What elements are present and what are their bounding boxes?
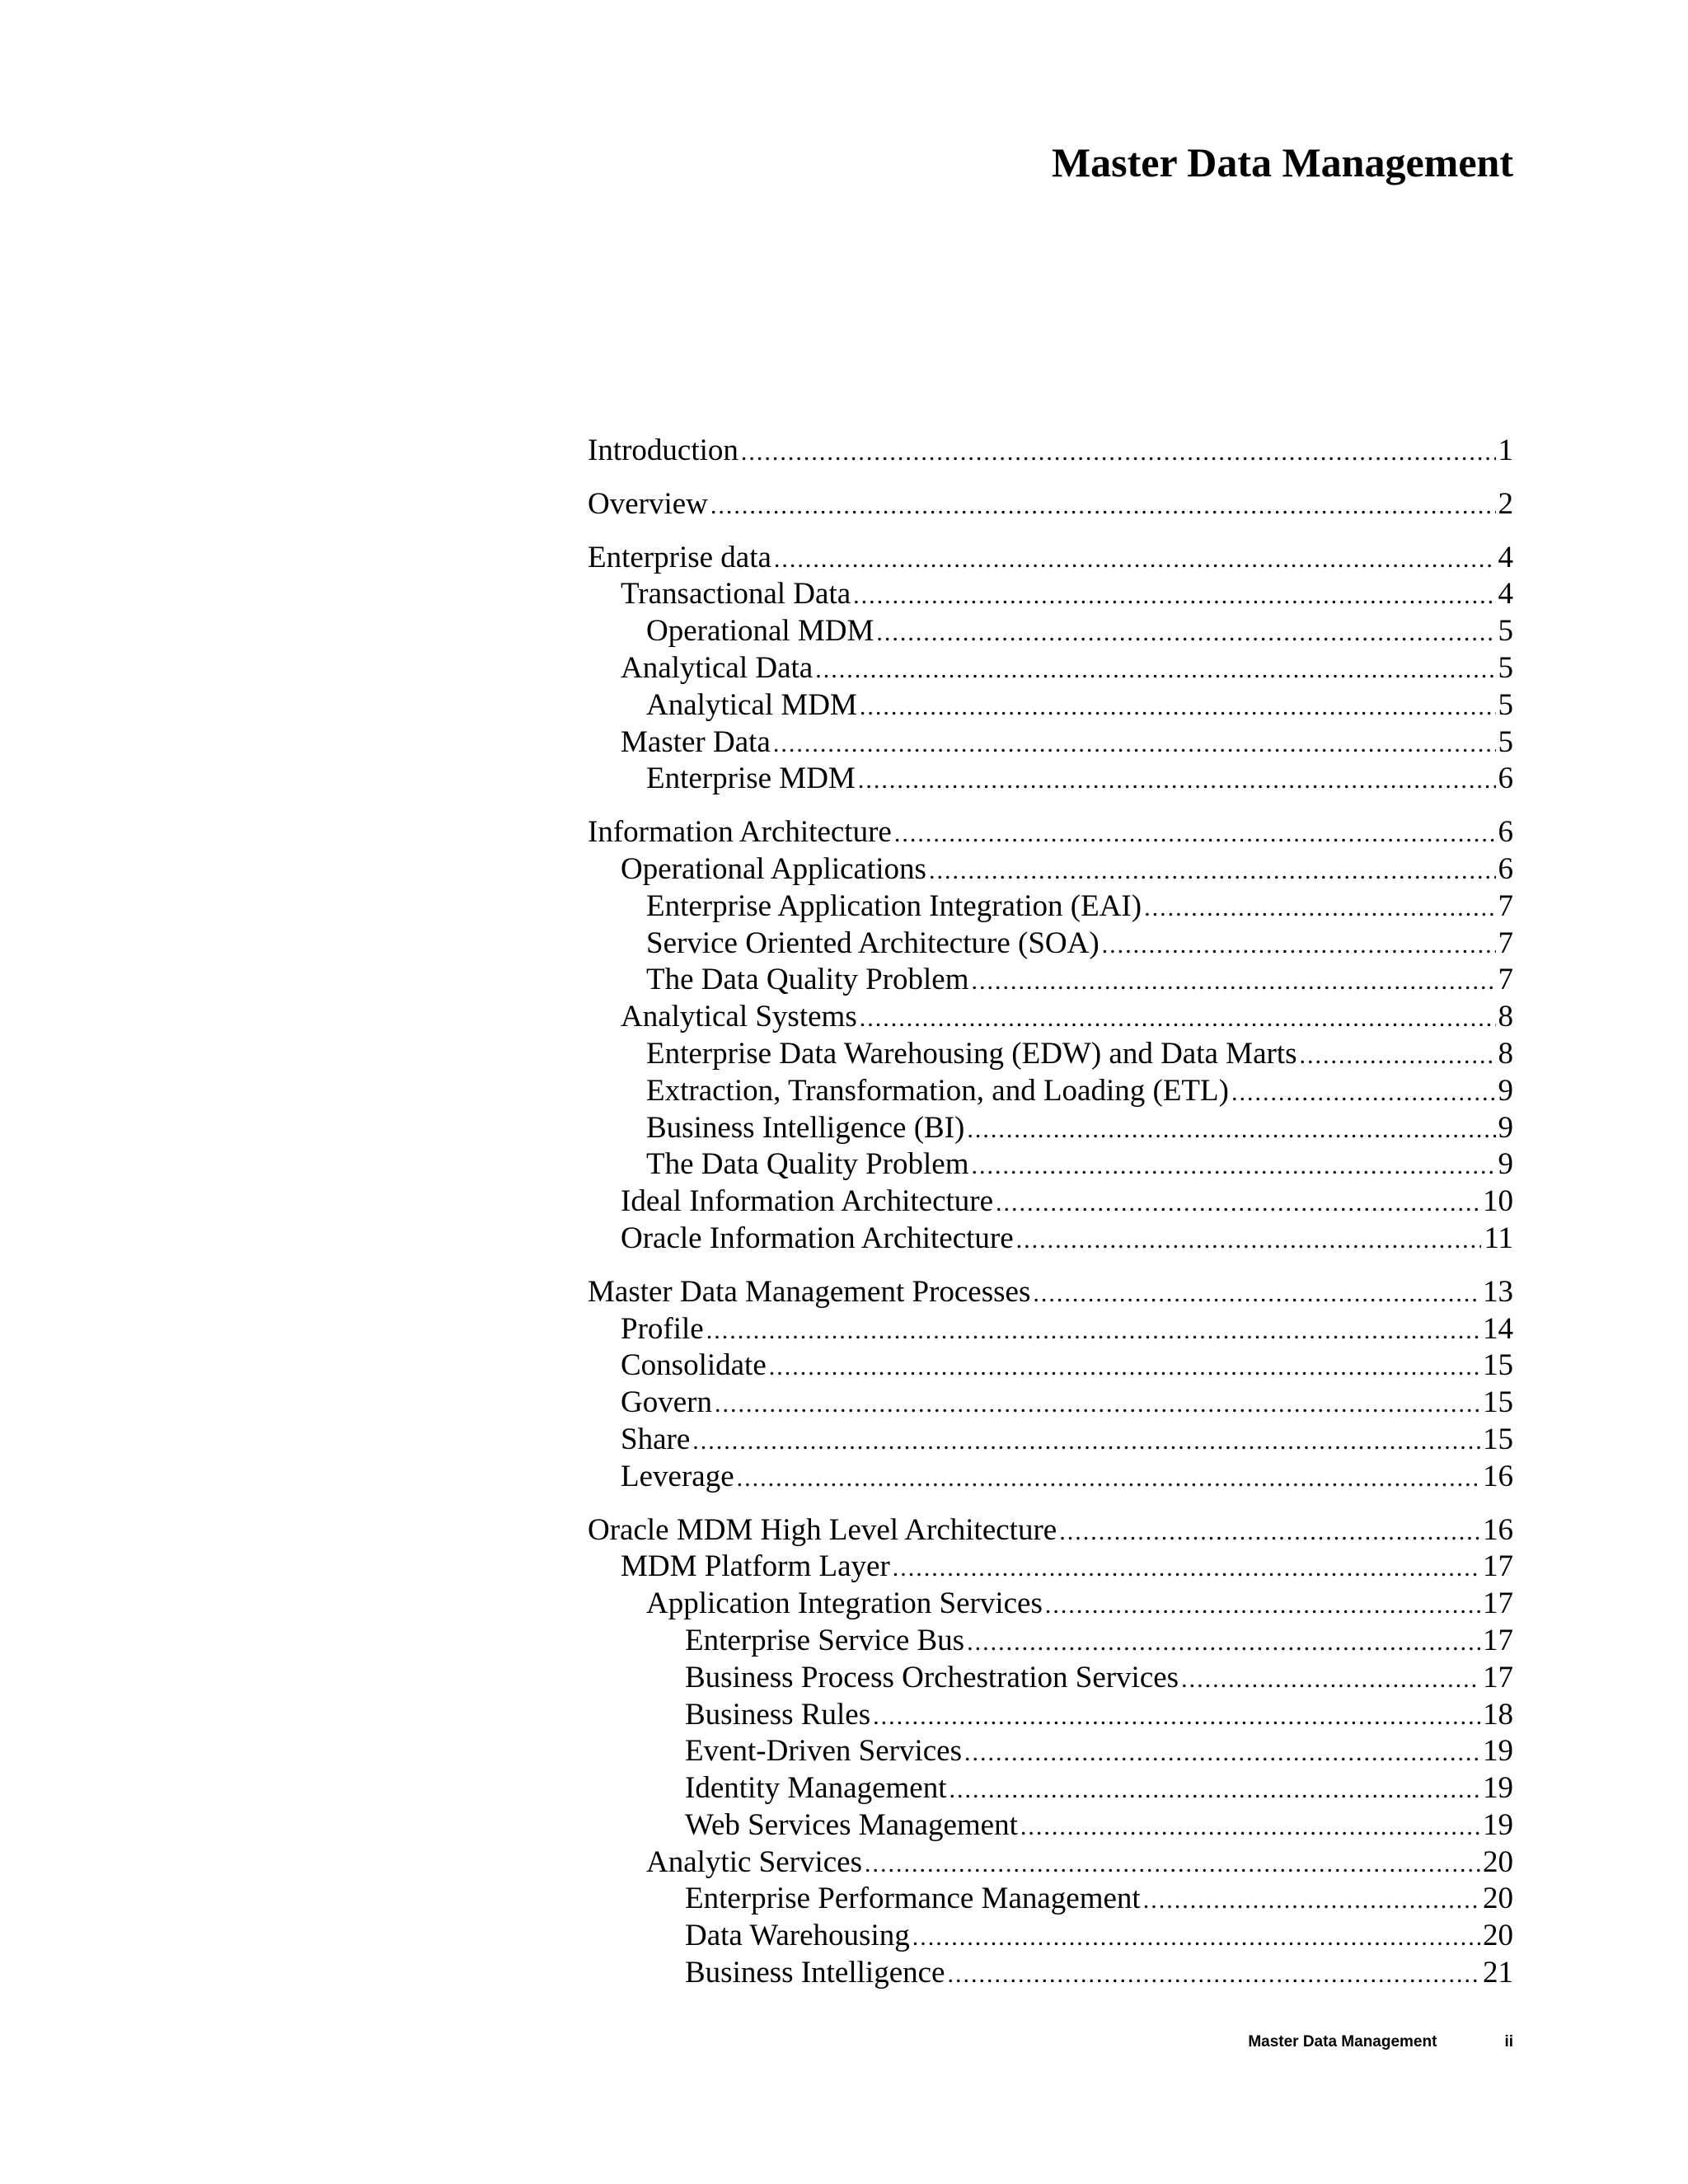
toc-entry[interactable] bbox=[588, 1073, 1513, 1110]
toc-entry-title: Business Intelligence bbox=[685, 1956, 945, 1990]
toc-entry-title: Enterprise Data Warehousing (EDW) and Data Marts bbox=[646, 1036, 1297, 1071]
toc-entry-page-number: 8 bbox=[1498, 1000, 1513, 1034]
toc-entry[interactable] bbox=[588, 433, 1513, 470]
toc-dot-leader bbox=[1102, 927, 1496, 964]
toc-entry[interactable] bbox=[588, 1955, 1513, 1992]
toc-entry-page-number: 16 bbox=[1483, 1459, 1513, 1493]
toc-entry[interactable] bbox=[588, 1918, 1513, 1955]
toc-dot-leader bbox=[769, 1349, 1480, 1386]
toc-group bbox=[588, 1512, 1513, 1992]
toc-entry[interactable] bbox=[588, 814, 1513, 851]
toc-dot-leader bbox=[971, 963, 1495, 1001]
toc-entry[interactable] bbox=[588, 999, 1513, 1036]
toc-dot-leader bbox=[860, 689, 1496, 726]
toc-entry-title: Business Rules bbox=[685, 1697, 871, 1732]
toc-dot-leader bbox=[971, 1148, 1495, 1185]
toc-dot-leader bbox=[947, 1957, 1480, 1994]
toc-entry-page-number: 17 bbox=[1483, 1586, 1513, 1621]
toc-entry-title: Govern bbox=[621, 1385, 712, 1420]
toc-entry-title: Oracle MDM High Level Architecture bbox=[588, 1512, 1057, 1547]
toc-entry-page-number: 5 bbox=[1498, 614, 1513, 649]
toc-group bbox=[588, 433, 1513, 470]
toc-entry[interactable] bbox=[588, 761, 1513, 798]
page-footer bbox=[1248, 2033, 1513, 2051]
toc-dot-leader bbox=[692, 1423, 1480, 1460]
toc-entry-page-number: 7 bbox=[1498, 926, 1513, 960]
toc-dot-leader bbox=[865, 1846, 1480, 1883]
toc-entry[interactable] bbox=[588, 1623, 1513, 1660]
toc-entry-title: The Data Quality Problem bbox=[646, 963, 969, 997]
toc-entry-title: The Data Quality Problem bbox=[646, 1147, 969, 1182]
toc-entry[interactable] bbox=[588, 1733, 1513, 1770]
toc-entry-title: Enterprise Application Integration (EAI) bbox=[646, 888, 1142, 923]
toc-dot-leader bbox=[815, 652, 1495, 689]
toc-entry-page-number: 11 bbox=[1484, 1221, 1513, 1255]
toc-entry-page-number: 15 bbox=[1483, 1348, 1513, 1383]
toc-entry-title: Enterprise MDM bbox=[646, 762, 856, 796]
toc-entry[interactable] bbox=[588, 724, 1513, 762]
footer-page-number: ii bbox=[1504, 2033, 1513, 2050]
toc-entry-title: Enterprise data bbox=[588, 540, 771, 574]
toc-entry-page-number: 1 bbox=[1498, 434, 1513, 467]
toc-entry-title: Analytical Data bbox=[621, 650, 814, 685]
toc-dot-leader bbox=[1016, 1222, 1482, 1259]
toc-entry-page-number: 20 bbox=[1483, 1844, 1513, 1879]
toc-entry-page-number: 17 bbox=[1483, 1623, 1513, 1657]
toc-entry[interactable] bbox=[588, 1221, 1513, 1258]
toc-entry[interactable] bbox=[588, 1385, 1513, 1422]
toc-dot-leader bbox=[894, 816, 1496, 853]
toc-entry-title: Introduction bbox=[588, 434, 738, 467]
toc-entry-title: Extraction, Transformation, and Loading (ETL) bbox=[646, 1073, 1229, 1108]
toc-dot-leader bbox=[741, 434, 1496, 471]
toc-dot-leader bbox=[706, 1313, 1480, 1350]
toc-entry-title: Business Process Orchestration Services bbox=[685, 1660, 1179, 1694]
toc-dot-leader bbox=[967, 1624, 1480, 1661]
toc-entry-page-number: 6 bbox=[1498, 762, 1513, 796]
toc-entry[interactable] bbox=[588, 851, 1513, 888]
toc-entry-title: Data Warehousing bbox=[685, 1919, 910, 1953]
toc-dot-leader bbox=[858, 762, 1496, 799]
toc-entry-title: Operational MDM bbox=[646, 614, 874, 649]
toc-dot-leader bbox=[737, 1460, 1480, 1497]
toc-entry[interactable] bbox=[588, 1807, 1513, 1844]
toc-entry[interactable] bbox=[588, 1347, 1513, 1385]
toc-entry-title: Analytic Services bbox=[646, 1844, 862, 1879]
toc-entry-title: Master Data Management Processes bbox=[588, 1274, 1031, 1309]
toc-entry-title: Transactional Data bbox=[621, 577, 851, 612]
toc-dot-leader bbox=[715, 1386, 1480, 1423]
toc-dot-leader bbox=[1231, 1075, 1496, 1112]
toc-entry-title: Business Intelligence (BI) bbox=[646, 1110, 965, 1145]
toc-group bbox=[588, 540, 1513, 799]
toc-entry-page-number: 9 bbox=[1498, 1073, 1513, 1108]
toc-dot-leader bbox=[1144, 890, 1495, 927]
toc-dot-leader bbox=[876, 615, 1495, 652]
toc-dot-leader bbox=[1020, 1809, 1480, 1846]
toc-entry-page-number: 16 bbox=[1483, 1512, 1513, 1547]
toc-entry-page-number: 7 bbox=[1498, 963, 1513, 997]
toc-entry-page-number: 19 bbox=[1483, 1771, 1513, 1806]
toc-entry-page-number: 14 bbox=[1483, 1311, 1513, 1346]
toc-entry-page-number: 13 bbox=[1483, 1274, 1513, 1309]
toc-dot-leader bbox=[1300, 1038, 1496, 1075]
toc-dot-leader bbox=[1059, 1514, 1480, 1551]
toc-entry[interactable] bbox=[588, 1549, 1513, 1586]
toc-dot-leader bbox=[873, 1699, 1480, 1736]
toc-entry[interactable] bbox=[588, 613, 1513, 650]
toc-entry-title: Identity Management bbox=[685, 1771, 947, 1806]
toc-entry-page-number: 15 bbox=[1483, 1385, 1513, 1420]
toc-group bbox=[588, 1274, 1513, 1496]
toc-entry-page-number: 17 bbox=[1483, 1660, 1513, 1694]
footer-title: Master Data Management bbox=[1248, 2033, 1437, 2050]
toc-entry[interactable] bbox=[588, 1422, 1513, 1459]
toc-dot-leader bbox=[774, 541, 1496, 579]
toc-dot-leader bbox=[912, 1919, 1480, 1957]
toc-entry-page-number: 20 bbox=[1483, 1882, 1513, 1916]
table-of-contents bbox=[588, 433, 1513, 2008]
toc-entry[interactable] bbox=[588, 1512, 1513, 1549]
toc-entry[interactable] bbox=[588, 1274, 1513, 1311]
toc-entry-page-number: 6 bbox=[1498, 851, 1513, 886]
toc-dot-leader bbox=[853, 578, 1495, 615]
toc-entry[interactable] bbox=[588, 1183, 1513, 1221]
toc-entry[interactable] bbox=[588, 1586, 1513, 1623]
toc-entry-title: Oracle Information Architecture bbox=[621, 1221, 1014, 1255]
toc-entry-title: MDM Platform Layer bbox=[621, 1549, 890, 1584]
toc-entry[interactable] bbox=[588, 1036, 1513, 1073]
toc-group bbox=[588, 814, 1513, 1258]
toc-entry[interactable] bbox=[588, 888, 1513, 926]
toc-entry[interactable] bbox=[588, 486, 1513, 523]
toc-dot-leader bbox=[1181, 1661, 1480, 1699]
toc-entry-page-number: 8 bbox=[1498, 1036, 1513, 1071]
toc-dot-leader bbox=[1045, 1587, 1480, 1624]
toc-entry-page-number: 7 bbox=[1498, 888, 1513, 923]
toc-entry-page-number: 18 bbox=[1483, 1697, 1513, 1732]
toc-entry-page-number: 9 bbox=[1498, 1110, 1513, 1145]
toc-entry[interactable] bbox=[588, 540, 1513, 577]
toc-entry-title: Master Data bbox=[621, 724, 771, 759]
toc-entry[interactable] bbox=[588, 1770, 1513, 1807]
toc-entry-page-number: 5 bbox=[1498, 724, 1513, 759]
toc-entry-title: Consolidate bbox=[621, 1348, 767, 1383]
toc-entry-title: Information Architecture bbox=[588, 815, 892, 850]
toc-dot-leader bbox=[773, 726, 1496, 763]
toc-entry[interactable] bbox=[588, 650, 1513, 687]
toc-entry[interactable] bbox=[588, 1459, 1513, 1496]
toc-entry-title: Event-Driven Services bbox=[685, 1734, 962, 1769]
toc-dot-leader bbox=[1033, 1276, 1480, 1313]
toc-entry-page-number: 4 bbox=[1498, 540, 1513, 574]
toc-entry-page-number: 20 bbox=[1483, 1919, 1513, 1953]
page-title: Master Data Management bbox=[1051, 139, 1513, 185]
toc-entry[interactable] bbox=[588, 576, 1513, 613]
toc-entry-title: Operational Applications bbox=[621, 851, 926, 886]
toc-entry[interactable] bbox=[588, 1844, 1513, 1882]
toc-entry-title: Profile bbox=[621, 1311, 704, 1346]
toc-dot-leader bbox=[949, 1772, 1480, 1809]
toc-entry-page-number: 5 bbox=[1498, 650, 1513, 685]
toc-entry-page-number: 6 bbox=[1498, 815, 1513, 850]
toc-entry[interactable] bbox=[588, 687, 1513, 724]
toc-entry-page-number: 10 bbox=[1483, 1184, 1513, 1219]
toc-entry-title: Analytical MDM bbox=[646, 687, 857, 722]
toc-dot-leader bbox=[710, 488, 1496, 525]
toc-entry-title: Ideal Information Architecture bbox=[621, 1184, 994, 1219]
toc-entry-page-number: 5 bbox=[1498, 687, 1513, 722]
toc-entry-title: Web Services Management bbox=[685, 1807, 1018, 1842]
toc-entry-title: Enterprise Performance Management bbox=[685, 1882, 1141, 1916]
toc-entry-page-number: 21 bbox=[1483, 1956, 1513, 1990]
toc-dot-leader bbox=[964, 1735, 1480, 1772]
toc-entry[interactable] bbox=[588, 1660, 1513, 1697]
toc-dot-leader bbox=[1143, 1882, 1480, 1919]
toc-entry-title: Analytical Systems bbox=[621, 1000, 857, 1034]
toc-entry[interactable] bbox=[588, 1697, 1513, 1734]
toc-entry[interactable] bbox=[588, 1110, 1513, 1147]
toc-entry-page-number: 19 bbox=[1483, 1807, 1513, 1842]
toc-entry[interactable] bbox=[588, 1311, 1513, 1348]
toc-dot-leader bbox=[893, 1550, 1480, 1587]
toc-entry-title: Overview bbox=[588, 486, 708, 521]
toc-entry-page-number: 9 bbox=[1498, 1147, 1513, 1182]
toc-entry[interactable] bbox=[588, 1146, 1513, 1183]
toc-entry-title: Application Integration Services bbox=[646, 1586, 1043, 1621]
toc-entry[interactable] bbox=[588, 962, 1513, 999]
toc-entry-page-number: 2 bbox=[1498, 486, 1513, 521]
toc-entry-title: Share bbox=[621, 1422, 691, 1456]
toc-entry[interactable] bbox=[588, 1881, 1513, 1918]
toc-entry-page-number: 17 bbox=[1483, 1549, 1513, 1584]
toc-entry-title: Service Oriented Architecture (SOA) bbox=[646, 926, 1100, 960]
toc-entry-page-number: 15 bbox=[1483, 1422, 1513, 1456]
toc-entry-page-number: 4 bbox=[1498, 577, 1513, 612]
toc-dot-leader bbox=[967, 1112, 1495, 1149]
toc-entry-page-number: 19 bbox=[1483, 1734, 1513, 1769]
toc-entry-title: Enterprise Service Bus bbox=[685, 1623, 965, 1657]
toc-dot-leader bbox=[929, 853, 1496, 890]
toc-dot-leader bbox=[860, 1001, 1496, 1038]
toc-group bbox=[588, 486, 1513, 523]
toc-entry-title: Leverage bbox=[621, 1459, 734, 1493]
toc-dot-leader bbox=[996, 1185, 1480, 1222]
toc-entry[interactable] bbox=[588, 926, 1513, 963]
